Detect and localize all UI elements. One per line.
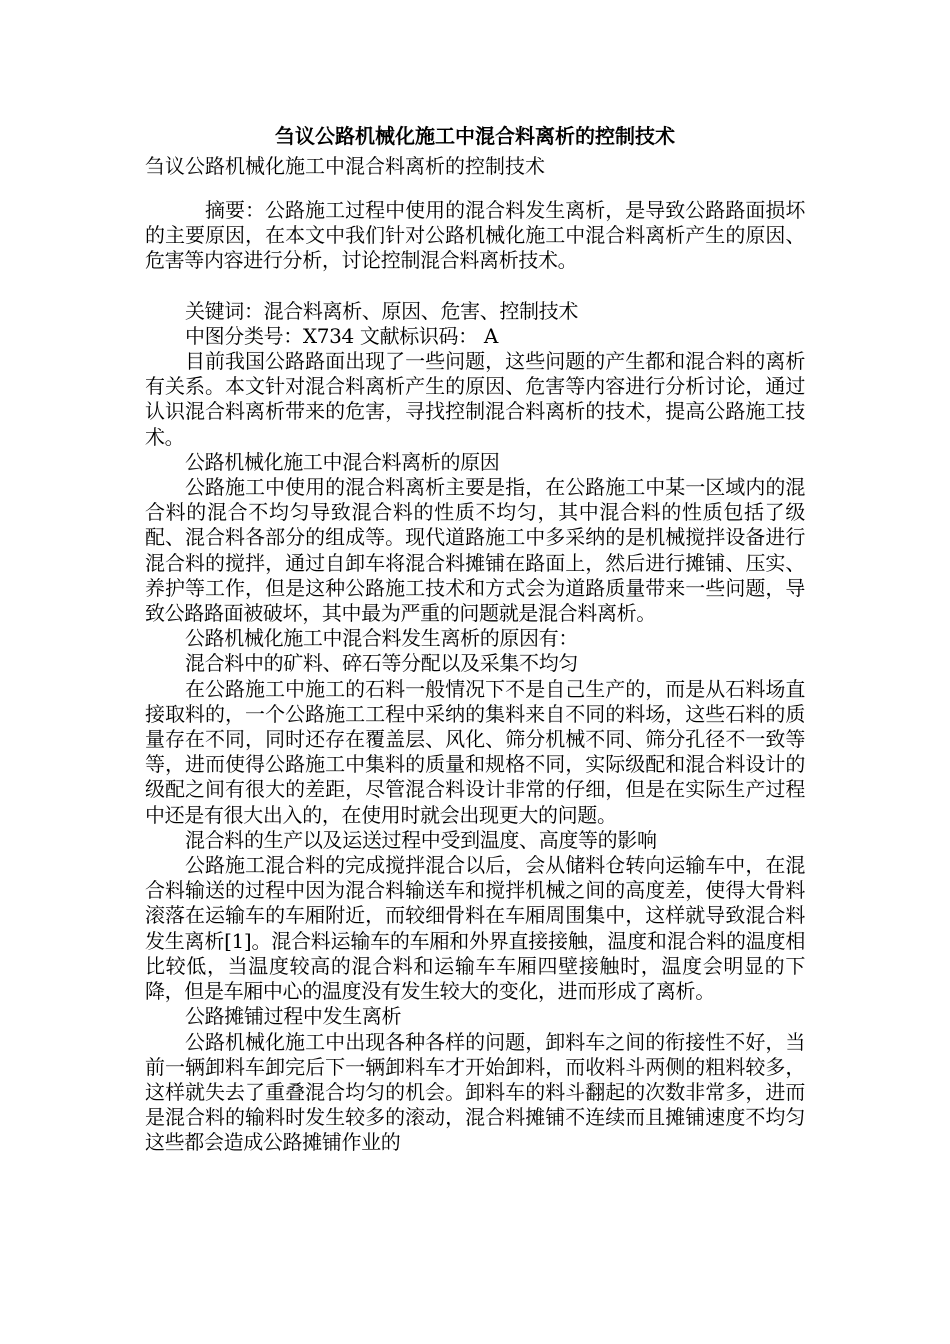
body-paragraph: 公路机械化施工中出现各种各样的问题，卸料车之间的衔接性不好，当前一辆卸料车卸完后下一辆卸料车才开始卸料，而收料斗两侧的粗料较多，这样就失去了重叠混合均匀的机会。卸料车的料斗翻起的次数非常多，进而是混合料的输料时发生较多的滚动，混合料摊铺不连续而且摊铺速度不均匀这些都会造成公路摊铺作业的 xyxy=(145,1029,805,1155)
abstract-paragraph: 摘要：公路施工过程中使用的混合料发生离析，是导致公路路面损坏的主要原因，在本文中我们针对公路机械化施工中混合料离析产生的原因、危害等内容进行分析，讨论控制混合料离析技术。 xyxy=(145,198,805,273)
document-subtitle: 刍议公路机械化施工中混合料离析的控制技术 xyxy=(145,154,545,178)
section-heading: 公路机械化施工中混合料离析的原因 xyxy=(185,449,500,474)
section-heading: 混合料中的矿料、碎石等分配以及采集不均匀 xyxy=(185,651,578,676)
paragraph-spacer xyxy=(145,274,805,299)
classification-line: 中图分类号：X734 文献标识码： A xyxy=(185,323,498,348)
document-body xyxy=(145,198,805,1156)
body-paragraph: 在公路施工中施工的石料一般情况下不是自己生产的，而是从石料场直接取料的，一个公路施工工程中采纳的集料来自不同的料场，这些石料的质量存在不同，同时还存在覆盖层、风化、筛分机械不同、筛分孔径不一致等等，进而使得公路施工中集料的质量和规格不同，实际级配和混合料设计的级配之间有很大的差距，尽管混合料设计非常的仔细，但是在实际生产过程中还是有很大出入的，在使用时就会出现更大的问题。 xyxy=(145,676,805,827)
body-paragraph: 公路施工混合料的完成搅拌混合以后，会从储料仓转向运输车中，在混合料输送的过程中因为混合料输送车和搅拌机械之间的高度差，使得大骨料滚落在运输车的车厢附近，而较细骨料在车厢周围集中，这样就导致混合料发生离析[1]。混合料运输车的车厢和外界直接接触，温度和混合料的温度相比较低，当温度较高的混合料和运输车车厢四壁接触时，温度会明显的下降，但是车厢中心的温度没有发生较大的变化，进而形成了离析。 xyxy=(145,853,805,1004)
section-heading: 公路摊铺过程中发生离析 xyxy=(185,1004,402,1029)
body-paragraph: 公路施工中使用的混合料离析主要是指，在公路施工中某一区域内的混合料的混合不均匀导致混合料的性质不均匀，其中混合料的性质包括了级配、混合料各部分的组成等。现代道路施工中多采纳的是机械搅拌设备进行混合料的搅拌，通过自卸车将混合料摊铺在路面上，然后进行摊铺、压实、养护等工作，但是这种公路施工技术和方式会为道路质量带来一些问题，导致公路路面被破坏，其中最为严重的问题就是混合料离析。 xyxy=(145,475,805,626)
section-heading: 混合料的生产以及运送过程中受到温度、高度等的影响 xyxy=(185,827,657,852)
section-heading: 公路机械化施工中混合料发生离析的原因有： xyxy=(185,626,578,651)
body-paragraph: 目前我国公路路面出现了一些问题，这些问题的产生都和混合料的离析有关系。本文针对混合料离析产生的原因、危害等内容进行分析讨论，通过认识混合料离析带来的危害，寻找控制混合料离析的技术，提高公路施工技术。 xyxy=(145,349,805,449)
keywords-line: 关键词：混合料离析、原因、危害、控制技术 xyxy=(185,298,578,323)
document-title: 刍议公路机械化施工中混合料离析的控制技术 xyxy=(275,124,675,148)
